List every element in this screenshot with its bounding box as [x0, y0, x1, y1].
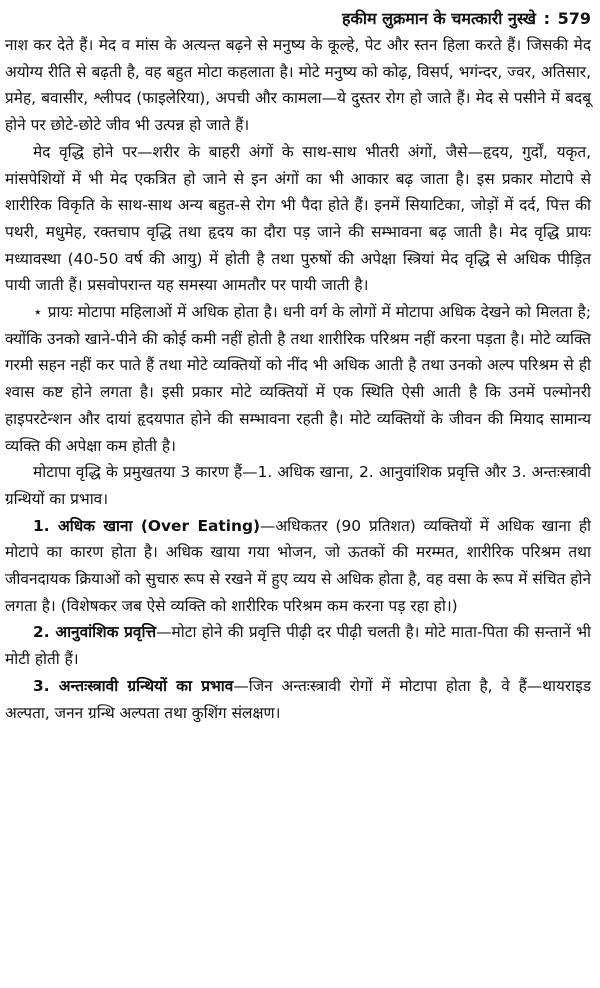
- heading-over-eating: 1. अधिक खाना (Over Eating): [33, 516, 261, 535]
- page: [5, 6, 591, 726]
- header-title: हकीम लुक्रमान के चमत्कारी नुस्खे: [342, 9, 537, 28]
- header-separator: :: [543, 9, 551, 28]
- paragraph-6: [5, 619, 591, 672]
- heading-heredity: 2. आनुवांशिक प्रवृत्ति: [33, 623, 157, 642]
- page-number: 579: [557, 9, 591, 28]
- paragraph-3: ⋆ प्रायः मोटापा महिलाओं में अधिक होता है। धनी वर्ग के लोगों में मोटापा अधिक देखने को मिलता है; क्योंकि उनको खाने-पीने की कोई कमी नहीं होती है तथा शारीरिक परिश्रम नहीं करना पड़ता है। मोटे व्यक्ति गरमी सहन नहीं कर पाते हैं तथा मोटे व्यक्तियों को नींद भी अधिक आती है तथा उनको अल्प परिश्रम से ही श्वास कष्ट होने लगता है। इसी प्रकार मोटे व्यक्तियों में एक स्थिति ऐसी आती है कि उनमें पल्मोनरी हाइपरटेन्शन और दायां हृदयपात होने की सम्भावना रहती है। मोटे व्यक्तियों के जीवन की मियाद सामान्य व्यक्ति की अपेक्षा कम होती है।: [5, 303, 591, 455]
- paragraph-1: नाश कर देते हैं। मेद व मांस के अत्यन्त बढ़ने से मनुष्य के कूल्हे, पेट और स्तन हिला करते हैं। जिसकी मेद अयोग्य रीति से बढ़ती है, वह बहुत मोटा कहलाता है। मोटे मनुष्य को कोढ़, विसर्प, भगंन्दर, ज्वर, अतिसार, प्रमेह, बवासीर, श्लीपद (फाइलेरिया), अपची और कामला—ये दुस्तर रोग हो जाते हैं। मेद से पसीने में बदबू होने पर छोटे-छोटे जीव भी उत्पन्न हो जाते हैं।: [5, 36, 591, 135]
- paragraph-4: मोटापा वृद्धि के प्रमुखतया 3 कारण हैं—1. अधिक खाना, 2. आनुवांशिक प्रवृत्ति और 3. अन्तःस्त्रावी ग्रन्थियों का प्रभाव।: [5, 463, 591, 508]
- text-endocrine: —जिन अन्तःस्त्रावी रोगों में मोटापा होता है, वे हैं—थायराइड अल्पता, जनन ग्रन्थि अल्पता तथा कुशिंग संलक्षण।: [5, 676, 591, 722]
- text-heredity: —मोटा होने की प्रवृत्ति पीढ़ी दर पीढ़ी चलती है। मोटे माता-पिता की सन्तानें भी मोटी होती हैं।: [5, 623, 592, 669]
- paragraph-2: मेद वृद्धि होने पर—शरीर के बाहरी अंगों के साथ-साथ भीतरी अंगों, जैसे—हृदय, गुर्दों, यकृत, मांसपेशियों में भी मेद एकत्रित हो जाने से इन अंगों का भी आकार बढ़ जाता है। इस प्रकार मोटापे से शारीरिक विकृति के साथ-साथ अन्य बहुत-से रोग भी पैदा होते हैं। इनमें सियाटिका, जोड़ों में दर्द, पित्त की पथरी, मधुमेह, रक्तचाप वृद्धि तथा हृदय का दौरा पड़ जाने की सम्भावना बढ़ जाती है। मेद वृद्धि प्रायः मध्यावस्था (40-50 वर्ष की आयु) में होती है तथा पुरुषों की अपेक्षा स्त्रियां मेद वृद्धि से अधिक पीड़ित पायी जाती हैं। प्रसवोपरान्त यह समस्या आमतौर पर पायी जाती है।: [5, 142, 591, 295]
- running-header: [5, 6, 591, 32]
- text-over-eating: —अधिकतर (90 प्रतिशत) व्यक्तियों में अधिक खाना ही मोटापे का कारण होता है। अधिक खाया गया भोजन, जो ऊतकों की मरम्मत, शारीरिक परिश्रम तथा जीवनदायक क्रियाओं को सुचारु रूप से रखने में हुए व्यय से अधिक होता है, वह वसा के रूप में संचित होने लगता है। (विशेषकर जब ऐसे व्यक्ति को शारीरिक परिश्रम कम करना पड़ रहा हो।): [5, 516, 592, 615]
- paragraph-5: [5, 513, 591, 620]
- heading-endocrine: 3. अन्तःस्त्रावी ग्रन्थियों का प्रभाव: [33, 676, 234, 695]
- body-text: [5, 32, 591, 726]
- paragraph-7: [5, 673, 591, 726]
